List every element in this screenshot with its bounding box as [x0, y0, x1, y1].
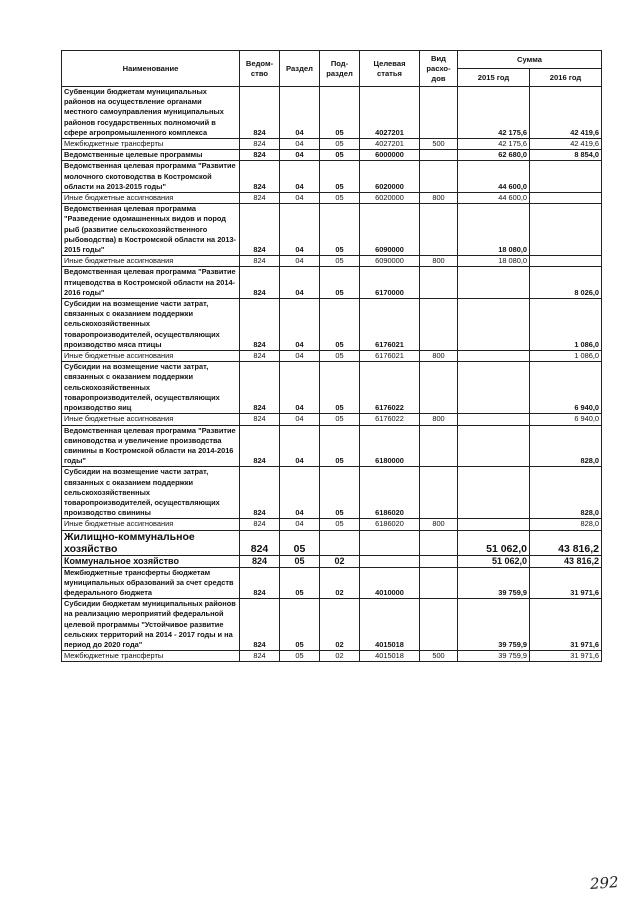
row-exptype: [420, 425, 458, 467]
row-sum-2016: 6 940,0: [530, 362, 602, 414]
row-subsection: 05: [320, 87, 360, 139]
row-subsection: 02: [320, 651, 360, 662]
table-row: [62, 530, 602, 555]
row-subsection: 05: [320, 139, 360, 150]
row-dept: 824: [240, 267, 280, 299]
row-sum-2016: 6 940,0: [530, 414, 602, 425]
table-row: [62, 425, 602, 467]
row-target: 4027201: [360, 139, 420, 150]
row-exptype: [420, 599, 458, 651]
row-target: 4015018: [360, 651, 420, 662]
row-section: 04: [280, 161, 320, 193]
row-name: Иные бюджетные ассигнования: [62, 193, 240, 204]
row-dept: 824: [240, 519, 280, 530]
row-target: [360, 530, 420, 555]
row-dept: 824: [240, 567, 280, 599]
row-name: Ведомственная целевая программа "Развитие свиноводства и увеличение производства свинины в Костромской области на 2014-2016 годы": [62, 425, 240, 467]
row-sum-2015: [458, 351, 530, 362]
table-row: [62, 161, 602, 193]
row-section: 04: [280, 467, 320, 519]
row-target: 6000000: [360, 150, 420, 161]
row-name: Субсидии бюджетам муниципальных районов на реализацию мероприятий федеральной целевой программы "Устойчивое развитие сельских территорий на 2014 - 2017 годы и на период до 2020 года": [62, 599, 240, 651]
row-name: Субсидии на возмещение части затрат, связанных с оказанием поддержки сельскохозяйственных товаропроизводителей, осуществляющих производство свинины: [62, 467, 240, 519]
row-exptype: [420, 467, 458, 519]
row-sum-2016: 43 816,2: [530, 530, 602, 555]
table-body: [62, 87, 602, 662]
row-subsection: 05: [320, 425, 360, 467]
header-year-2016: 2016 год: [530, 69, 602, 87]
row-sum-2016: 42 419,6: [530, 87, 602, 139]
row-name: Субвенции бюджетам муниципальных районов на осуществление органами местного самоуправления муниципальных районов государственных полномочий в сфере агропромышленного комплекса: [62, 87, 240, 139]
row-name: Ведомственная целевая программа "Развитие молочного скотоводства в Костромской области на 2013-2015 годы": [62, 161, 240, 193]
row-dept: 824: [240, 414, 280, 425]
row-dept: 824: [240, 87, 280, 139]
header-dept: Ведом-ство: [240, 51, 280, 87]
row-name: Субсидии на возмещение части затрат, связанных с оказанием поддержки сельскохозяйственных товаропроизводителей, осуществляющих производство мяса птицы: [62, 299, 240, 351]
header-name: Наименование: [62, 51, 240, 87]
row-dept: 824: [240, 161, 280, 193]
table-row: [62, 150, 602, 161]
row-sum-2016: 8 854,0: [530, 150, 602, 161]
row-subsection: 05: [320, 519, 360, 530]
row-exptype: [420, 530, 458, 555]
budget-table: [61, 50, 602, 662]
row-sum-2015: 44 600,0: [458, 161, 530, 193]
row-section: 05: [280, 567, 320, 599]
row-section: 04: [280, 256, 320, 267]
row-dept: 824: [240, 139, 280, 150]
row-name: Жилищно-коммунальное хозяйство: [62, 530, 240, 555]
row-exptype: [420, 555, 458, 567]
row-target: 6176022: [360, 414, 420, 425]
row-exptype: [420, 204, 458, 256]
row-sum-2015: 51 062,0: [458, 530, 530, 555]
row-dept: 824: [240, 425, 280, 467]
row-sum-2015: 51 062,0: [458, 555, 530, 567]
row-section: 04: [280, 414, 320, 425]
row-subsection: 05: [320, 204, 360, 256]
row-sum-2016: 1 086,0: [530, 299, 602, 351]
row-sum-2015: [458, 414, 530, 425]
row-target: 4027201: [360, 87, 420, 139]
row-exptype: 800: [420, 414, 458, 425]
row-subsection: 05: [320, 267, 360, 299]
row-exptype: 800: [420, 351, 458, 362]
row-name: Ведомственная целевая программа "Развитие птицеводства в Костромской области на 2014-2016 годы": [62, 267, 240, 299]
row-sum-2015: [458, 362, 530, 414]
row-target: 6180000: [360, 425, 420, 467]
row-sum-2016: 828,0: [530, 467, 602, 519]
row-exptype: [420, 299, 458, 351]
table-row: [62, 467, 602, 519]
row-name: Межбюджетные трансферты: [62, 139, 240, 150]
row-target: 6090000: [360, 256, 420, 267]
table-row: [62, 139, 602, 150]
row-dept: 824: [240, 299, 280, 351]
row-name: Межбюджетные трансферты бюджетам муниципальных образований за счет средств федерального бюджета: [62, 567, 240, 599]
row-sum-2015: 18 080,0: [458, 204, 530, 256]
row-name: Иные бюджетные ассигнования: [62, 256, 240, 267]
row-exptype: 500: [420, 651, 458, 662]
row-section: 04: [280, 193, 320, 204]
row-sum-2015: 18 080,0: [458, 256, 530, 267]
row-section: 04: [280, 267, 320, 299]
row-dept: 824: [240, 599, 280, 651]
table-row: [62, 567, 602, 599]
row-exptype: [420, 150, 458, 161]
row-sum-2015: 39 759,9: [458, 567, 530, 599]
header-section: Раздел: [280, 51, 320, 87]
row-dept: 824: [240, 204, 280, 256]
table-row: [62, 414, 602, 425]
row-section: 05: [280, 555, 320, 567]
row-target: 6186020: [360, 467, 420, 519]
row-sum-2015: 62 680,0: [458, 150, 530, 161]
row-sum-2015: [458, 467, 530, 519]
row-target: 6020000: [360, 193, 420, 204]
row-dept: 824: [240, 256, 280, 267]
row-target: 6176021: [360, 299, 420, 351]
row-subsection: 05: [320, 299, 360, 351]
row-dept: 824: [240, 555, 280, 567]
row-sum-2016: 31 971,6: [530, 567, 602, 599]
row-section: 05: [280, 530, 320, 555]
table-row: [62, 256, 602, 267]
row-section: 04: [280, 425, 320, 467]
table-row: [62, 351, 602, 362]
row-subsection: 05: [320, 161, 360, 193]
row-sum-2015: [458, 425, 530, 467]
header-sum: Сумма: [458, 51, 602, 69]
table-row: [62, 519, 602, 530]
row-dept: 824: [240, 351, 280, 362]
table-row: [62, 193, 602, 204]
row-target: 4010000: [360, 567, 420, 599]
row-section: 05: [280, 599, 320, 651]
row-sum-2015: [458, 267, 530, 299]
table-row: [62, 651, 602, 662]
row-subsection: 02: [320, 599, 360, 651]
row-sum-2016: 43 816,2: [530, 555, 602, 567]
header-subsection: Под-раздел: [320, 51, 360, 87]
row-section: 04: [280, 204, 320, 256]
row-sum-2016: [530, 161, 602, 193]
row-subsection: 02: [320, 555, 360, 567]
row-subsection: 05: [320, 193, 360, 204]
row-subsection: 05: [320, 351, 360, 362]
row-sum-2015: [458, 519, 530, 530]
table-row: [62, 555, 602, 567]
row-exptype: [420, 161, 458, 193]
row-sum-2016: [530, 256, 602, 267]
row-section: 05: [280, 651, 320, 662]
row-exptype: [420, 567, 458, 599]
row-subsection: 05: [320, 256, 360, 267]
row-dept: 824: [240, 467, 280, 519]
row-dept: 824: [240, 530, 280, 555]
row-section: 04: [280, 87, 320, 139]
row-sum-2016: 828,0: [530, 519, 602, 530]
header-exptype: Вид расхо-дов: [420, 51, 458, 87]
row-target: 6090000: [360, 204, 420, 256]
row-name: Межбюджетные трансферты: [62, 651, 240, 662]
row-section: 04: [280, 150, 320, 161]
row-name: Иные бюджетные ассигнования: [62, 519, 240, 530]
row-sum-2016: [530, 204, 602, 256]
row-dept: 824: [240, 150, 280, 161]
row-exptype: 800: [420, 193, 458, 204]
row-sum-2016: 31 971,6: [530, 599, 602, 651]
row-name: Иные бюджетные ассигнования: [62, 414, 240, 425]
row-exptype: [420, 87, 458, 139]
table-row: [62, 299, 602, 351]
row-name: Ведомственная целевая программа "Разведение одомашненных видов и пород рыб (развитие сельскохозяйственного рыбоводства) в Костромской области на 2013-2015 годы": [62, 204, 240, 256]
row-exptype: [420, 362, 458, 414]
row-section: 04: [280, 139, 320, 150]
row-sum-2015: 39 759,9: [458, 651, 530, 662]
row-exptype: 500: [420, 139, 458, 150]
row-subsection: 05: [320, 150, 360, 161]
row-exptype: [420, 267, 458, 299]
row-section: 04: [280, 362, 320, 414]
row-dept: 824: [240, 651, 280, 662]
row-subsection: 05: [320, 362, 360, 414]
row-name: Субсидии на возмещение части затрат, связанных с оказанием поддержки сельскохозяйственных товаропроизводителей, осуществляющих производство яиц: [62, 362, 240, 414]
row-sum-2016: 1 086,0: [530, 351, 602, 362]
row-subsection: 05: [320, 467, 360, 519]
header-year-2015: 2015 год: [458, 69, 530, 87]
row-name: Иные бюджетные ассигнования: [62, 351, 240, 362]
table-row: [62, 599, 602, 651]
row-sum-2016: [530, 193, 602, 204]
row-subsection: [320, 530, 360, 555]
row-section: 04: [280, 351, 320, 362]
row-exptype: 800: [420, 256, 458, 267]
page-number: 292: [589, 873, 620, 893]
row-subsection: 05: [320, 414, 360, 425]
row-exptype: 800: [420, 519, 458, 530]
table-row: [62, 204, 602, 256]
row-sum-2015: 42 175,6: [458, 139, 530, 150]
row-sum-2015: 39 759,9: [458, 599, 530, 651]
row-target: [360, 555, 420, 567]
row-name: Ведомственные целевые программы: [62, 150, 240, 161]
row-section: 04: [280, 299, 320, 351]
row-sum-2016: 8 026,0: [530, 267, 602, 299]
row-target: 4015018: [360, 599, 420, 651]
row-section: 04: [280, 519, 320, 530]
row-sum-2016: 42 419,6: [530, 139, 602, 150]
row-target: 6176022: [360, 362, 420, 414]
row-sum-2016: 31 971,6: [530, 651, 602, 662]
row-name: Коммунальное хозяйство: [62, 555, 240, 567]
row-target: 6170000: [360, 267, 420, 299]
row-target: 6176021: [360, 351, 420, 362]
row-dept: 824: [240, 193, 280, 204]
table-row: [62, 87, 602, 139]
row-subsection: 02: [320, 567, 360, 599]
row-target: 6186020: [360, 519, 420, 530]
row-sum-2015: [458, 299, 530, 351]
row-sum-2016: 828,0: [530, 425, 602, 467]
row-sum-2015: 44 600,0: [458, 193, 530, 204]
row-dept: 824: [240, 362, 280, 414]
table-row: [62, 362, 602, 414]
header-target: Целевая статья: [360, 51, 420, 87]
row-target: 6020000: [360, 161, 420, 193]
table-row: [62, 267, 602, 299]
row-sum-2015: 42 175,6: [458, 87, 530, 139]
